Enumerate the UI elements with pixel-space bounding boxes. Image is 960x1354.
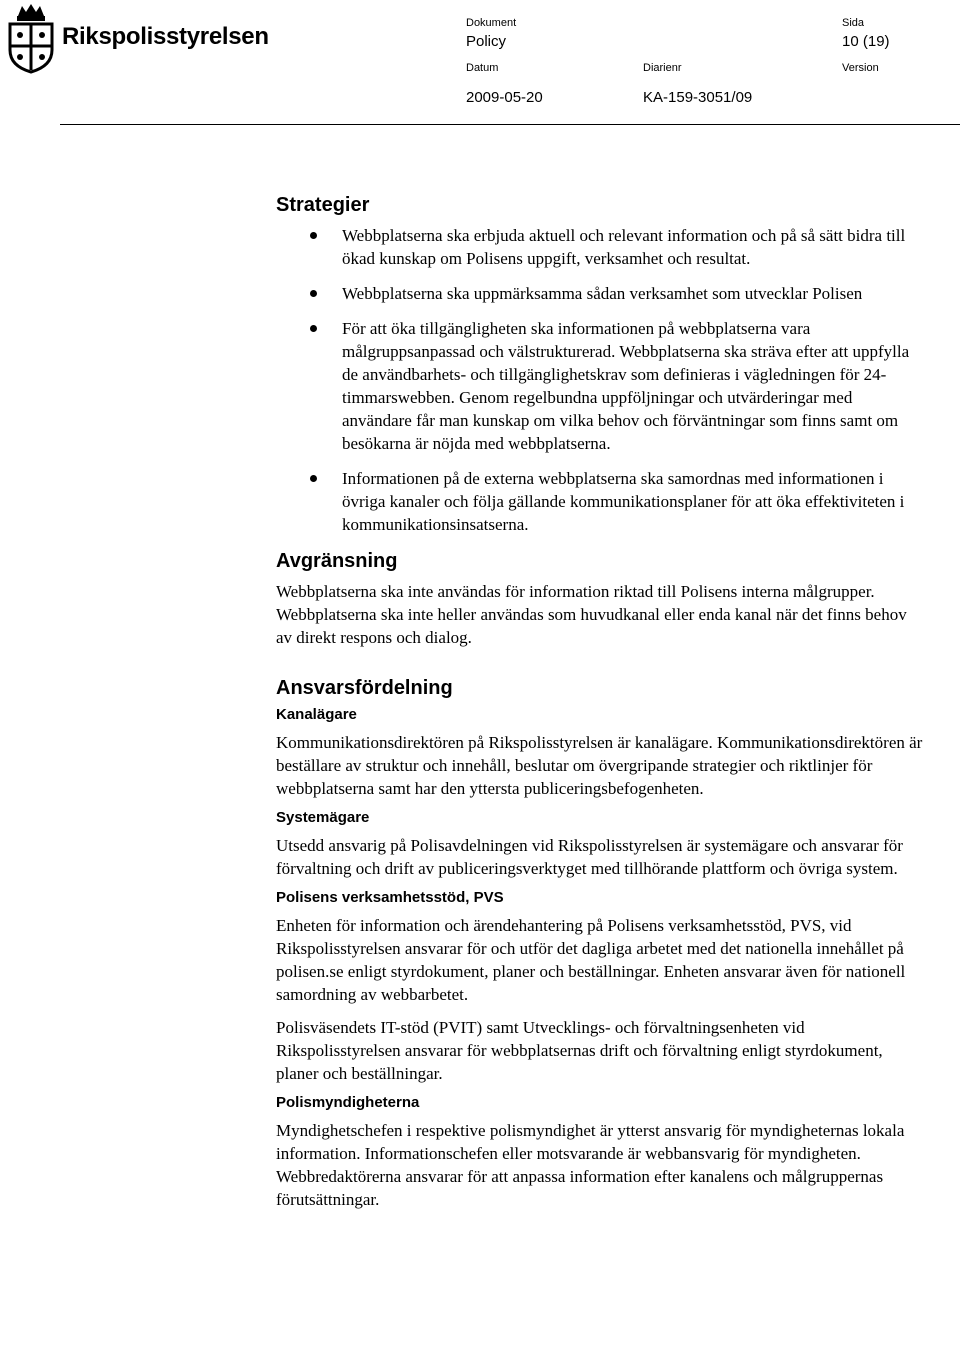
- header-divider: [60, 124, 960, 125]
- value-datum: 2009-05-20: [466, 89, 543, 106]
- kanalagare-text: Kommunikationsdirektören på Rikspolisstyrelsen är kanalägare. Kommunikationsdirektören är beställare av struktur och innehåll, beslutar om övergripande strategier och riktlinjer för webbplatserna samt har den yttersta publiceringsbefogenheten.: [276, 733, 923, 798]
- heading-polismyndigheterna: Polismyndigheterna: [276, 1094, 420, 1111]
- document-body: [276, 192, 926, 1211]
- label-sida: Sida: [842, 17, 865, 29]
- pvs-text-1: Enheten för information och ärendehantering på Polisens verksamhetsstöd, PVS, vid Rikspolisstyrelsen ansvarar för och utför det dagliga arbetet med det nationella innehållet på polisen.se enligt styrdokument, planer och beställningar. Enheten ansvarar även för nationell samordning av webbarbetet.: [276, 916, 906, 1004]
- heading-pvs: Polisens verksamhetsstöd, PVS: [276, 889, 504, 906]
- pvs-text-2: Polisväsendets IT-stöd (PVIT) samt Utvecklings- och förvaltningsenheten vid Rikspolisstyrelsen ansvarar för webbplatsernas drift och förvaltning enligt styrdokument, planer och beställningar.: [276, 1018, 883, 1083]
- heading-strategier: Strategier: [276, 194, 370, 216]
- list-item: Informationen på de externa webbplatserna ska samordnas med informationen i övriga kanaler och följa gällande kommunikationsplaner för att öka effektiviteten i kommunikationsinsatserna.: [276, 467, 926, 536]
- page-header: [0, 0, 960, 126]
- label-diarienr: Diarienr: [643, 62, 682, 74]
- label-version: Version: [842, 62, 879, 74]
- heading-avgransning: Avgränsning: [276, 550, 398, 572]
- bullet-icon: [310, 232, 317, 239]
- value-sida: 10 (19): [842, 33, 890, 50]
- label-dokument: Dokument: [466, 17, 517, 29]
- polismyndigheterna-text: Myndighetschefen i respektive polismyndighet är ytterst ansvarig för myndigheternas lokala information. Informationschefen eller motsvarande är webbansvarig för myndigheten. Webbredaktörerna ansvarar för att anpassa information efter kanalens och målgruppernas förutsättningar.: [276, 1121, 905, 1209]
- heading-kanalagare: Kanalägare: [276, 706, 357, 723]
- value-dokument: Policy: [466, 33, 507, 50]
- list-item: För att öka tillgängligheten ska informationen på webbplatserna vara målgruppsanpassad och välstrukturerad. Webbplatserna ska sträva efter att uppfylla de användbarhets- och tillgänglighetskrav som definieras i vägledningen för 24-timmarswebben. Genom regelbundna uppföljningar och utvärderingar med användare får man kunskap om vilka behov och förväntningar som finns samt om besökarna är nöjda med webbplatserna.: [276, 317, 926, 455]
- value-diarienr: KA-159-3051/09: [643, 89, 753, 106]
- bullet-icon: [310, 325, 317, 332]
- list-item: Webbplatserna ska erbjuda aktuell och relevant information och på så sätt bidra till ökad kunskap om Polisens uppgift, verksamhet och resultat.: [276, 224, 926, 270]
- bullet-icon: [310, 290, 317, 297]
- heading-systemagare: Systemägare: [276, 809, 370, 826]
- systemagare-text: Utsedd ansvarig på Polisavdelningen vid Rikspolisstyrelsen är systemägare och ansvarar för förvaltning och drift av publiceringsverktyget med tillhörande plattform och övriga system.: [276, 836, 903, 878]
- list-item: Webbplatserna ska uppmärksamma sådan verksamhet som utvecklar Polisen: [276, 282, 926, 305]
- crest-logo-icon: [4, 2, 58, 74]
- brand-name: Rikspolisstyrelsen: [62, 23, 269, 50]
- strategier-list: [276, 224, 926, 536]
- avgransning-text: Webbplatserna ska inte användas för information riktad till Polisens interna målgrupper. Webbplatserna ska inte heller användas som huvudkanal eller enda kanal när det finns behov av direkt respons och dialog.: [276, 582, 907, 647]
- heading-ansvarsfordelning: Ansvarsfördelning: [276, 677, 453, 699]
- bullet-icon: [310, 475, 317, 482]
- label-datum: Datum: [466, 62, 499, 74]
